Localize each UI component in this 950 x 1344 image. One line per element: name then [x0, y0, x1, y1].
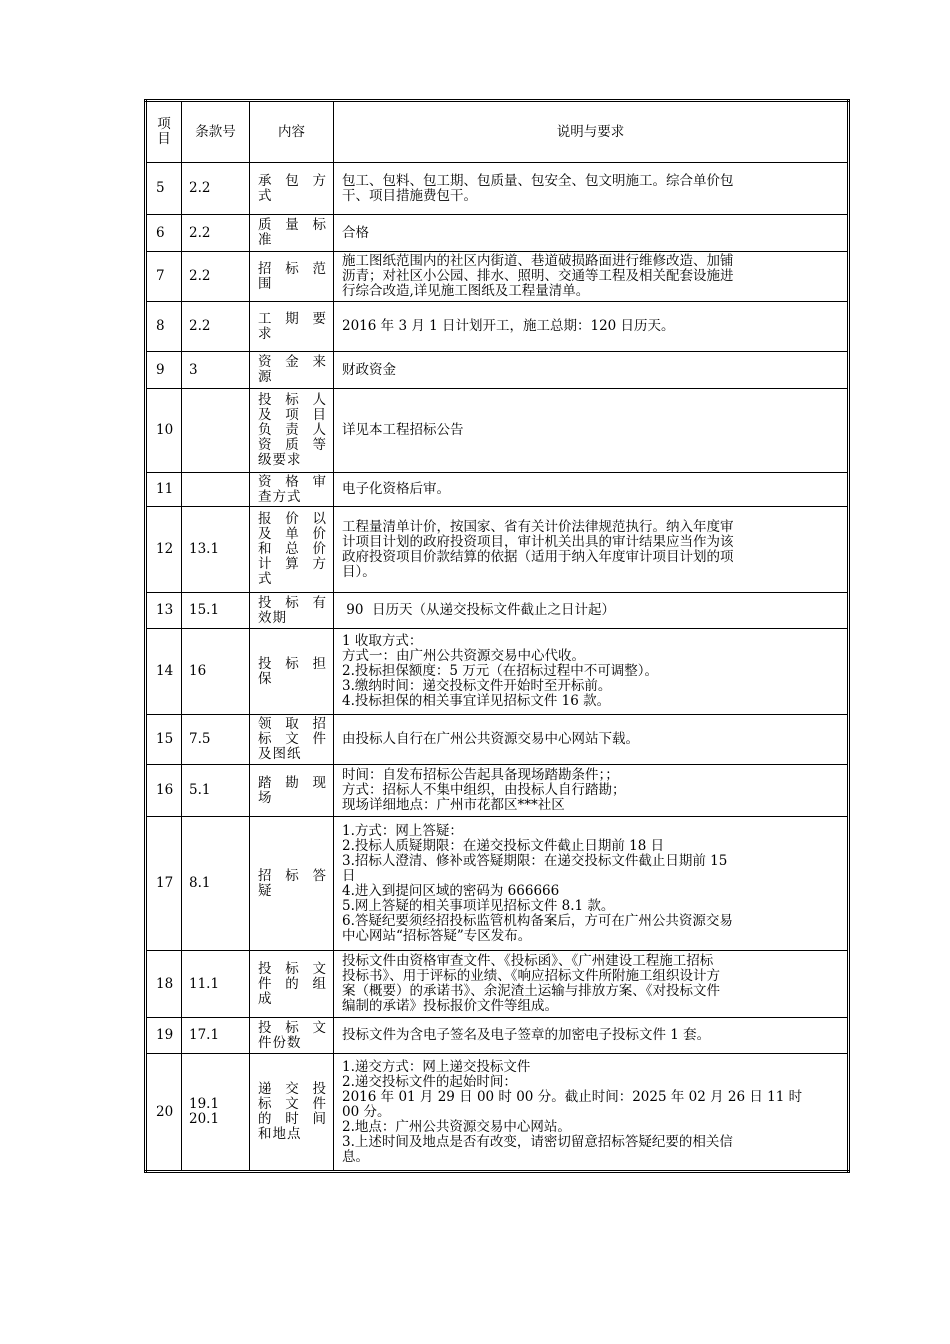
row-item-number: 18 — [146, 951, 182, 1018]
table-row — [146, 1018, 849, 1054]
content-label-line: 级要求 — [258, 452, 302, 468]
description-line: 日 — [342, 867, 356, 884]
row-content-label — [250, 252, 334, 302]
bid-data-table — [144, 99, 850, 1173]
table-row — [146, 302, 849, 352]
content-label-line: 的 时 间 — [258, 1111, 327, 1127]
row-item-number: 10 — [146, 389, 182, 473]
content-label-line: 招 标 答 — [258, 867, 327, 884]
description-line: 财政资金 — [342, 361, 396, 378]
content-label-line: 式 — [258, 187, 273, 204]
row-clause-number: 3 — [182, 352, 250, 389]
row-content-label — [250, 1054, 334, 1172]
content-label-line: 资 格 审 — [258, 473, 327, 490]
description-line: 电子化资格后审。 — [342, 481, 450, 497]
row-description — [334, 765, 849, 817]
table-row — [146, 1054, 849, 1172]
description-line: 行综合改造,详见施工图纸及工程量清单。 — [342, 283, 590, 299]
description-line: 90 日历天（从递交投标文件截止之日计起） — [342, 602, 616, 618]
row-clause-number: 8.1 — [182, 817, 250, 951]
content-label-line: 投 标 文 — [258, 1019, 327, 1036]
row-item-number: 7 — [146, 252, 182, 302]
content-label-line: 保 — [258, 670, 273, 687]
row-item-number: 16 — [146, 765, 182, 817]
row-description — [334, 473, 849, 507]
description-line: 4.投标担保的相关事宜详见招标文件 16 款。 — [342, 693, 611, 709]
content-label-line: 招 标 范 — [258, 260, 327, 277]
description-line: 干、项目措施费包干。 — [342, 187, 477, 204]
row-clause-number: 7.5 — [182, 715, 250, 765]
description-line: 2.地点：广州公共资源交易中心网站。 — [342, 1118, 571, 1135]
row-item-number: 11 — [146, 473, 182, 507]
row-description — [334, 215, 849, 252]
content-label-line: 及 单 价 — [258, 526, 327, 542]
content-label-line: 求 — [258, 325, 273, 342]
row-clause-number: 15.1 — [182, 593, 250, 629]
content-label-line: 工 期 要 — [258, 310, 327, 327]
description-line: 1 收取方式： — [342, 633, 423, 649]
row-content-label — [250, 215, 334, 252]
description-line: 由投标人自行在广州公共资源交易中心网站下载。 — [342, 731, 639, 747]
description-line: 2016 年 3 月 1 日计划开工，施工总期：120 日历天。 — [342, 318, 675, 334]
row-content-label — [250, 951, 334, 1018]
row-description — [334, 593, 849, 629]
row-content-label — [250, 352, 334, 389]
table-row — [146, 951, 849, 1018]
description-line: 政府投资项目价款结算的依据（适用于纳入年度审计项目计划的项 — [342, 548, 734, 565]
content-label-line: 场 — [258, 789, 273, 806]
description-line: 6.答疑纪要须经招投标监管机构备案后，方可在广州公共资源交易 — [342, 912, 733, 929]
description-line: 合格 — [342, 224, 369, 241]
row-item-number: 20 — [146, 1054, 182, 1172]
content-label-line: 和地点 — [258, 1126, 302, 1142]
row-description — [334, 951, 849, 1018]
row-item-number: 19 — [146, 1018, 182, 1054]
content-label-line: 式 — [258, 571, 273, 587]
row-clause-number — [182, 473, 250, 507]
content-label-line: 标 文 件 — [258, 731, 327, 747]
row-description — [334, 1018, 849, 1054]
table-row — [146, 817, 849, 951]
description-line: 方式一：由广州公共资源交易中心代收。 — [342, 648, 585, 664]
content-label-line: 资 质 等 — [258, 437, 327, 453]
content-label-line: 标 文 件 — [258, 1096, 327, 1112]
content-label-line: 查方式 — [258, 488, 302, 505]
content-label-line: 负 责 人 — [258, 422, 327, 438]
row-clause-number: 13.1 — [182, 507, 250, 593]
description-line: 息。 — [342, 1148, 369, 1165]
row-item-number: 15 — [146, 715, 182, 765]
description-line: 计项目计划的政府投资项目，审计机关出具的审计结果应当作为该 — [342, 533, 734, 550]
row-item-number: 9 — [146, 352, 182, 389]
row-clause-number: 5.1 — [182, 765, 250, 817]
description-line: 编制的承诺》投标报价文件等组成。 — [342, 998, 558, 1014]
content-label-line: 递 交 投 — [258, 1081, 327, 1097]
content-label-line: 质 量 标 — [258, 217, 327, 233]
content-label-line: 投 标 文 — [258, 960, 327, 977]
row-content-label — [250, 473, 334, 507]
row-description — [334, 389, 849, 473]
row-clause-number: 2.2 — [182, 252, 250, 302]
content-label-line: 及图纸 — [258, 746, 302, 762]
description-line: 沥青；对社区小公园、排水、照明、交通等工程及相关配套设施进 — [342, 268, 734, 284]
content-label-line: 件份数 — [258, 1034, 302, 1051]
description-line: 包工、包料、包工期、包质量、包安全、包文明施工。综合单价包 — [342, 172, 734, 189]
row-description — [334, 507, 849, 593]
content-label-line: 承 包 方 — [258, 172, 327, 189]
row-clause-number: 2.2 — [182, 215, 250, 252]
row-content-label — [250, 1018, 334, 1054]
row-clause-number: 19.1 20.1 — [182, 1054, 250, 1172]
row-item-number: 12 — [146, 507, 182, 593]
row-content-label — [250, 302, 334, 352]
description-line: 2.递交投标文件的起始时间： — [342, 1073, 517, 1090]
row-item-number: 8 — [146, 302, 182, 352]
content-label-line: 资 金 来 — [258, 354, 327, 370]
description-line: 5.网上答疑的相关事项详见招标文件 8.1 款。 — [342, 897, 615, 914]
description-line: 施工图纸范围内的社区内街道、巷道破损路面进行维修改造、加铺 — [342, 253, 734, 269]
description-line: 2016 年 01 月 29 日 00 时 00 分。截止时间：2025 年 02 月 26 日 11 时 — [342, 1088, 803, 1105]
row-item-number: 17 — [146, 817, 182, 951]
content-label-line: 疑 — [258, 882, 273, 899]
row-clause-number: 17.1 — [182, 1018, 250, 1054]
table-row — [146, 473, 849, 507]
description-line: 详见本工程招标公告 — [342, 422, 464, 438]
row-description — [334, 163, 849, 215]
content-label-line: 投 标 有 — [258, 594, 327, 611]
description-line: 2.投标人质疑期限：在递交投标文件截止日期前 18 日 — [342, 837, 665, 854]
row-content-label — [250, 765, 334, 817]
description-line: 3.上述时间及地点是否有改变，请密切留意招标答疑纪要的相关信 — [342, 1133, 733, 1150]
table-row — [146, 765, 849, 817]
row-description — [334, 1054, 849, 1172]
content-label-line: 计 算 方 — [258, 556, 327, 572]
description-line: 3.缴纳时间：递交投标文件开始时至开标前。 — [342, 678, 612, 694]
content-label-line: 和 总 价 — [258, 541, 327, 557]
description-line: 投标文件为含电子签名及电子签章的加密电子投标文件 1 套。 — [342, 1027, 711, 1043]
row-clause-number: 2.2 — [182, 302, 250, 352]
row-content-label — [250, 629, 334, 715]
table-row — [146, 215, 849, 252]
row-description — [334, 252, 849, 302]
row-clause-number — [182, 389, 250, 473]
row-description — [334, 629, 849, 715]
content-label-line: 报 价 以 — [258, 511, 327, 527]
description-line: 4.进入到提问区域的密码为 666666 — [342, 882, 560, 899]
row-description — [334, 352, 849, 389]
description-line: 方式：招标人不集中组织，由投标人自行踏勘； — [342, 782, 626, 798]
description-line: 00 分。 — [342, 1103, 391, 1120]
description-line: 案（概要）的承诺书》、余泥渣土运输与排放方案、《对投标文件 — [342, 983, 720, 999]
row-content-label — [250, 817, 334, 951]
row-item-number: 13 — [146, 593, 182, 629]
table-row — [146, 389, 849, 473]
description-line: 3.招标人澄清、修补或答疑期限：在递交投标文件截止日期前 15 — [342, 852, 728, 869]
description-line: 时间：自发布招标公告起具备现场踏勘条件；； — [342, 767, 619, 783]
description-line: 投标书》、用于评标的业绩、《响应招标文件所附施工组织设计方 — [342, 968, 720, 984]
content-label-line: 投 标 担 — [258, 655, 327, 672]
content-label-line: 投 标 人 — [258, 392, 327, 408]
header-description: 说明与要求 — [334, 101, 849, 163]
description-line: 投标文件由资格审查文件、《投标函》、《广州建设工程施工招标 — [342, 953, 714, 969]
row-clause-number: 11.1 — [182, 951, 250, 1018]
row-content-label — [250, 507, 334, 593]
content-label-line: 成 — [258, 990, 273, 1007]
content-label-line: 源 — [258, 369, 273, 385]
table-row — [146, 352, 849, 389]
description-line: 2.投标担保额度：5 万元（在招标过程中不可调整）。 — [342, 663, 659, 679]
row-content-label — [250, 389, 334, 473]
header-clause: 条款号 — [182, 101, 250, 163]
content-label-line: 领 取 招 — [258, 716, 327, 732]
table-row — [146, 163, 849, 215]
row-content-label — [250, 715, 334, 765]
row-item-number: 14 — [146, 629, 182, 715]
content-label-line: 围 — [258, 275, 273, 292]
table-row — [146, 252, 849, 302]
description-line: 1.递交方式：网上递交投标文件 — [342, 1058, 531, 1075]
table-header-row — [146, 101, 849, 163]
row-content-label — [250, 593, 334, 629]
content-label-line: 踏 勘 现 — [258, 774, 327, 791]
description-line: 中心网站“招标答疑”专区发布。 — [342, 927, 532, 944]
table-row — [146, 629, 849, 715]
description-line: 目）。 — [342, 563, 376, 580]
table-row — [146, 507, 849, 593]
row-description — [334, 302, 849, 352]
content-label-line: 件 的 组 — [258, 975, 327, 992]
content-label-line: 准 — [258, 232, 273, 248]
description-line: 工程量清单计价，按国家、省有关计价法律规范执行。纳入年度审 — [342, 518, 734, 535]
row-description — [334, 715, 849, 765]
table-row — [146, 593, 849, 629]
table-row — [146, 715, 849, 765]
row-item-number: 6 — [146, 215, 182, 252]
header-item: 项目 — [146, 101, 182, 163]
row-item-number: 5 — [146, 163, 182, 215]
description-line: 1.方式：网上答疑： — [342, 822, 463, 839]
row-description — [334, 817, 849, 951]
row-content-label — [250, 163, 334, 215]
description-line: 现场详细地点：广州市花都区***社区 — [342, 797, 565, 813]
row-clause-number: 16 — [182, 629, 250, 715]
content-label-line: 及 项 目 — [258, 407, 327, 423]
header-content: 内容 — [250, 101, 334, 163]
row-clause-number: 2.2 — [182, 163, 250, 215]
content-label-line: 效期 — [258, 609, 287, 626]
